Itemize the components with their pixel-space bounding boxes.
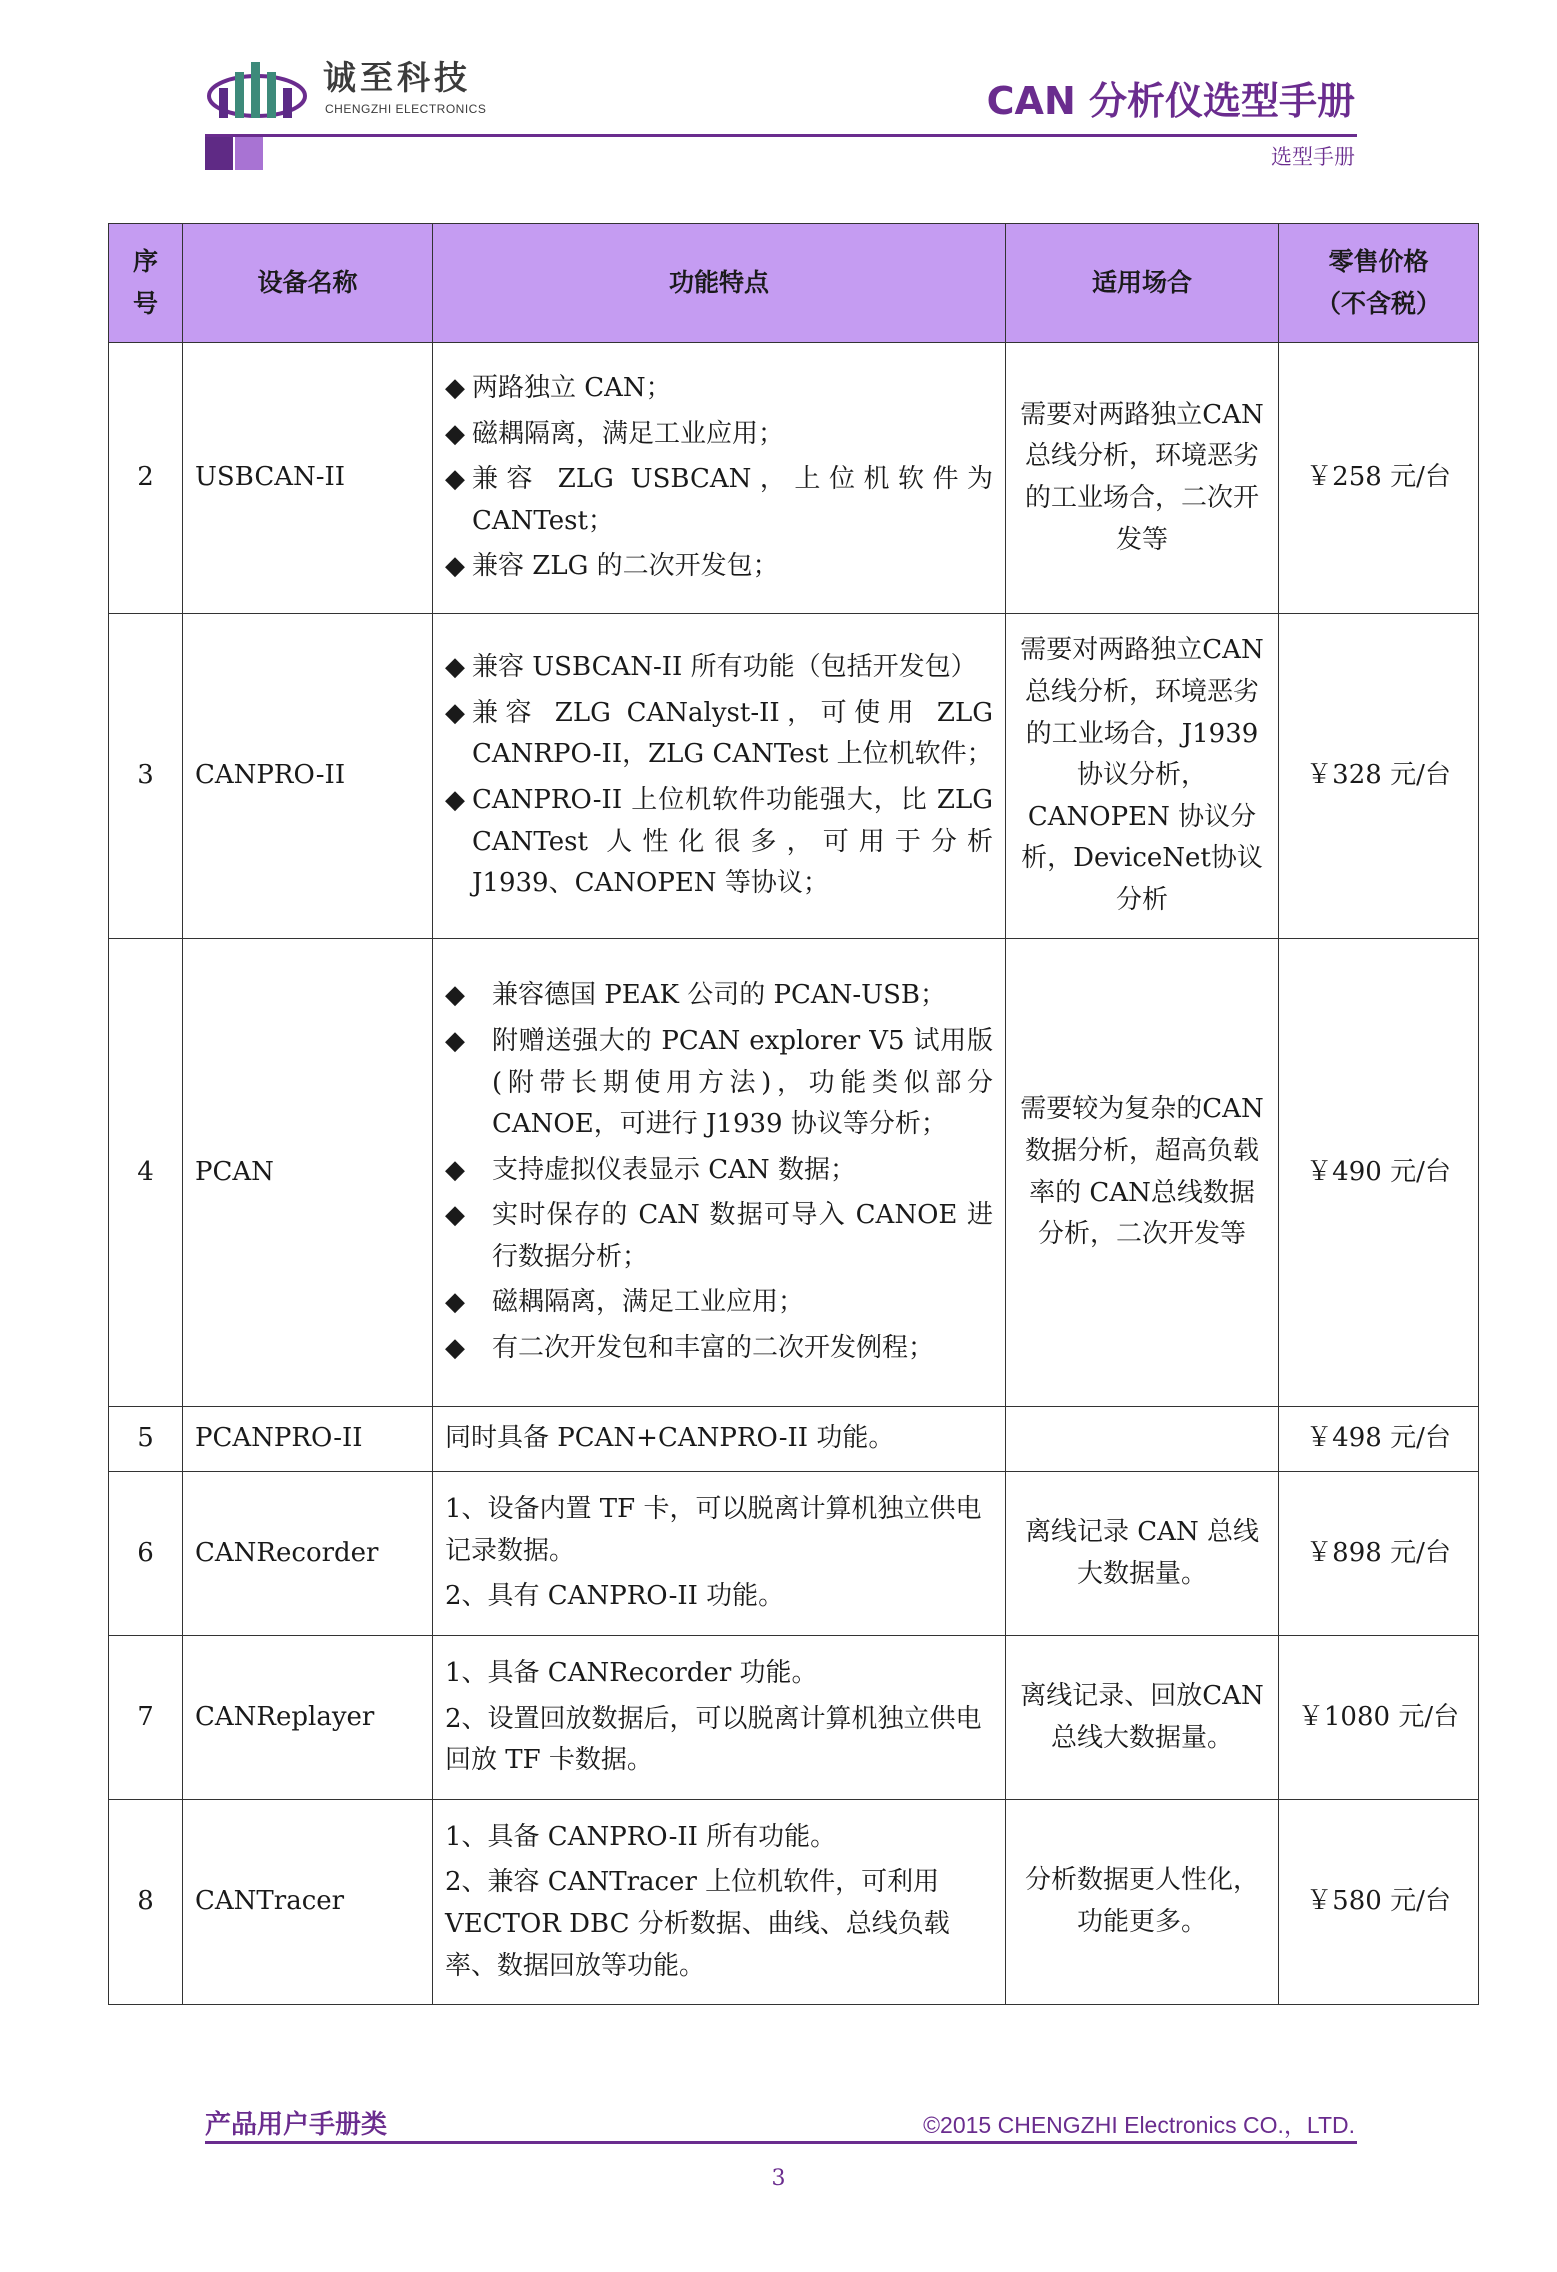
- footer-category: 产品用户手册类: [205, 2110, 388, 2140]
- feature-list: [433, 1407, 1006, 1472]
- table-row: [109, 1407, 1479, 1472]
- table-row: [109, 939, 1479, 1407]
- feature-item: ◆ 兼容德国 PEAK 公司的 PCAN-USB；: [445, 975, 993, 1017]
- header-scenario: 适用场合: [1006, 224, 1279, 343]
- row-number: 8: [109, 1800, 183, 2005]
- product-selection-table: [108, 223, 1479, 2005]
- logo-chinese-name: 诚至科技: [323, 58, 471, 97]
- row-number: 4: [109, 939, 183, 1407]
- diamond-bullet-icon: ◆: [445, 373, 465, 404]
- company-logo: [205, 52, 495, 127]
- logo-mark-icon: [205, 58, 309, 128]
- usage-scenario: 需要较为复杂的CAN 数据分析，超高负载率的 CAN总线数据分析，二次开发等: [1006, 939, 1279, 1407]
- device-name: CANTracer: [183, 1800, 433, 2005]
- header-decor-block-dark: [205, 137, 233, 170]
- row-number: 7: [109, 1636, 183, 1800]
- feature-item: 2、兼容 CANTracer 上位机软件，可利用 VECTOR DBC 分析数据、曲线、总线负载率、数据回放等功能。: [445, 1867, 950, 1981]
- table-row: [109, 614, 1479, 939]
- diamond-bullet-icon: ◆: [445, 1200, 465, 1231]
- table-header-row: [109, 224, 1479, 343]
- feature-list: [433, 1800, 1006, 2005]
- feature-item: 1、设备内置 TF 卡，可以脱离计算机独立供电记录数据。: [445, 1494, 982, 1566]
- feature-item: ◆ 支持虚拟仪表显示 CAN 数据；: [445, 1150, 993, 1192]
- device-name: CANPRO-II: [183, 614, 433, 939]
- usage-scenario: 离线记录 CAN 总线大数据量。: [1006, 1472, 1279, 1636]
- feature-item: ◆ CANPRO-II 上位机软件功能强大，比 ZLG CANTest 人性化很多，可用于分析 J1939、CANOPEN 等协议；: [445, 780, 993, 905]
- feature-item: 1、具备 CANRecorder 功能。: [445, 1658, 818, 1689]
- diamond-bullet-icon: ◆: [445, 652, 465, 683]
- feature-item: ◆ 附赠送强大的 PCAN explorer V5 试用版(附带长期使用方法)，功能类似部分CANOE，可进行 J1939 协议等分析；: [445, 1021, 993, 1146]
- footer-divider: [205, 2141, 1357, 2144]
- feature-item: ◆ 磁耦隔离，满足工业应用；: [445, 414, 993, 456]
- retail-price: ￥498 元/台: [1279, 1407, 1479, 1472]
- feature-item: 2、具有 CANPRO-II 功能。: [445, 1581, 785, 1612]
- feature-item: ◆ 有二次开发包和丰富的二次开发例程；: [445, 1328, 993, 1370]
- feature-item: 同时具备 PCAN+CANPRO-II 功能。: [445, 1423, 895, 1454]
- feature-item: ◆ 兼容 ZLG USBCAN，上位机软件为 CANTest；: [445, 459, 993, 542]
- document-title: CAN 分析仪选型手册: [986, 79, 1355, 123]
- device-name: PCANPRO-II: [183, 1407, 433, 1472]
- feature-item: ◆ 兼容 USBCAN-II 所有功能（包括开发包）: [445, 647, 993, 689]
- header-device-name: 设备名称: [183, 224, 433, 343]
- device-name: CANRecorder: [183, 1472, 433, 1636]
- table-row: [109, 1800, 1479, 2005]
- diamond-bullet-icon: ◆: [445, 697, 465, 728]
- usage-scenario: 需要对两路独立CAN 总线分析，环境恶劣的工业场合，J1939 协议分析，CANOPEN 协议分析，DeviceNet协议分析: [1006, 614, 1279, 939]
- feature-item: ◆ 两路独立 CAN；: [445, 368, 993, 410]
- document-subtitle: 选型手册: [1271, 145, 1355, 169]
- retail-price: ￥258 元/台: [1279, 343, 1479, 614]
- header-price: 零售价格 （不含税）: [1279, 224, 1479, 343]
- feature-list: [433, 1472, 1006, 1636]
- feature-list: [433, 614, 1006, 939]
- diamond-bullet-icon: ◆: [445, 551, 465, 582]
- feature-item: ◆ 磁耦隔离，满足工业应用；: [445, 1282, 993, 1324]
- device-name: PCAN: [183, 939, 433, 1407]
- header-features: 功能特点: [433, 224, 1006, 343]
- diamond-bullet-icon: ◆: [445, 418, 465, 449]
- usage-scenario: 离线记录、回放CAN 总线大数据量。: [1006, 1636, 1279, 1800]
- logo-english-name: CHENGZHI ELECTRONICS: [325, 102, 487, 116]
- diamond-bullet-icon: ◆: [445, 980, 465, 1011]
- retail-price: ￥490 元/台: [1279, 939, 1479, 1407]
- table-row: [109, 1636, 1479, 1800]
- retail-price: ￥1080 元/台: [1279, 1636, 1479, 1800]
- header-number: 序 号: [109, 224, 183, 343]
- usage-scenario: [1006, 1407, 1279, 1472]
- feature-item: 2、设置回放数据后，可以脱离计算机独立供电回放 TF 卡数据。: [445, 1703, 982, 1776]
- diamond-bullet-icon: ◆: [445, 1154, 465, 1185]
- feature-item: ◆ 兼容 ZLG CANalyst-II，可使用 ZLG CANRPO-II，ZLG CANTest 上位机软件；: [445, 693, 993, 776]
- diamond-bullet-icon: ◆: [445, 1333, 465, 1364]
- header-divider: [205, 134, 1357, 137]
- page-number: 3: [771, 2166, 786, 2191]
- diamond-bullet-icon: ◆: [445, 464, 465, 495]
- feature-item: ◆ 兼容 ZLG 的二次开发包；: [445, 546, 993, 588]
- device-name: USBCAN-II: [183, 343, 433, 614]
- row-number: 3: [109, 614, 183, 939]
- usage-scenario: 需要对两路独立CAN 总线分析，环境恶劣的工业场合，二次开发等: [1006, 343, 1279, 614]
- feature-list: [433, 343, 1006, 614]
- retail-price: ￥328 元/台: [1279, 614, 1479, 939]
- footer-copyright: ©2015 CHENGZHI Electronics CO.，LTD.: [923, 2112, 1355, 2138]
- header-decor-block-light: [235, 137, 263, 170]
- row-number: 6: [109, 1472, 183, 1636]
- diamond-bullet-icon: ◆: [445, 1025, 465, 1056]
- retail-price: ￥580 元/台: [1279, 1800, 1479, 2005]
- feature-list: [433, 939, 1006, 1407]
- table-row: [109, 1472, 1479, 1636]
- feature-item: ◆ 实时保存的 CAN 数据可导入 CANOE 进行数据分析；: [445, 1195, 993, 1278]
- diamond-bullet-icon: ◆: [445, 1287, 465, 1318]
- table-row: [109, 343, 1479, 614]
- feature-item: 1、具备 CANPRO-II 所有功能。: [445, 1821, 837, 1852]
- feature-list: [433, 1636, 1006, 1800]
- device-name: CANReplayer: [183, 1636, 433, 1800]
- usage-scenario: 分析数据更人性化，功能更多。: [1006, 1800, 1279, 2005]
- row-number: 2: [109, 343, 183, 614]
- row-number: 5: [109, 1407, 183, 1472]
- diamond-bullet-icon: ◆: [445, 785, 465, 815]
- retail-price: ￥898 元/台: [1279, 1472, 1479, 1636]
